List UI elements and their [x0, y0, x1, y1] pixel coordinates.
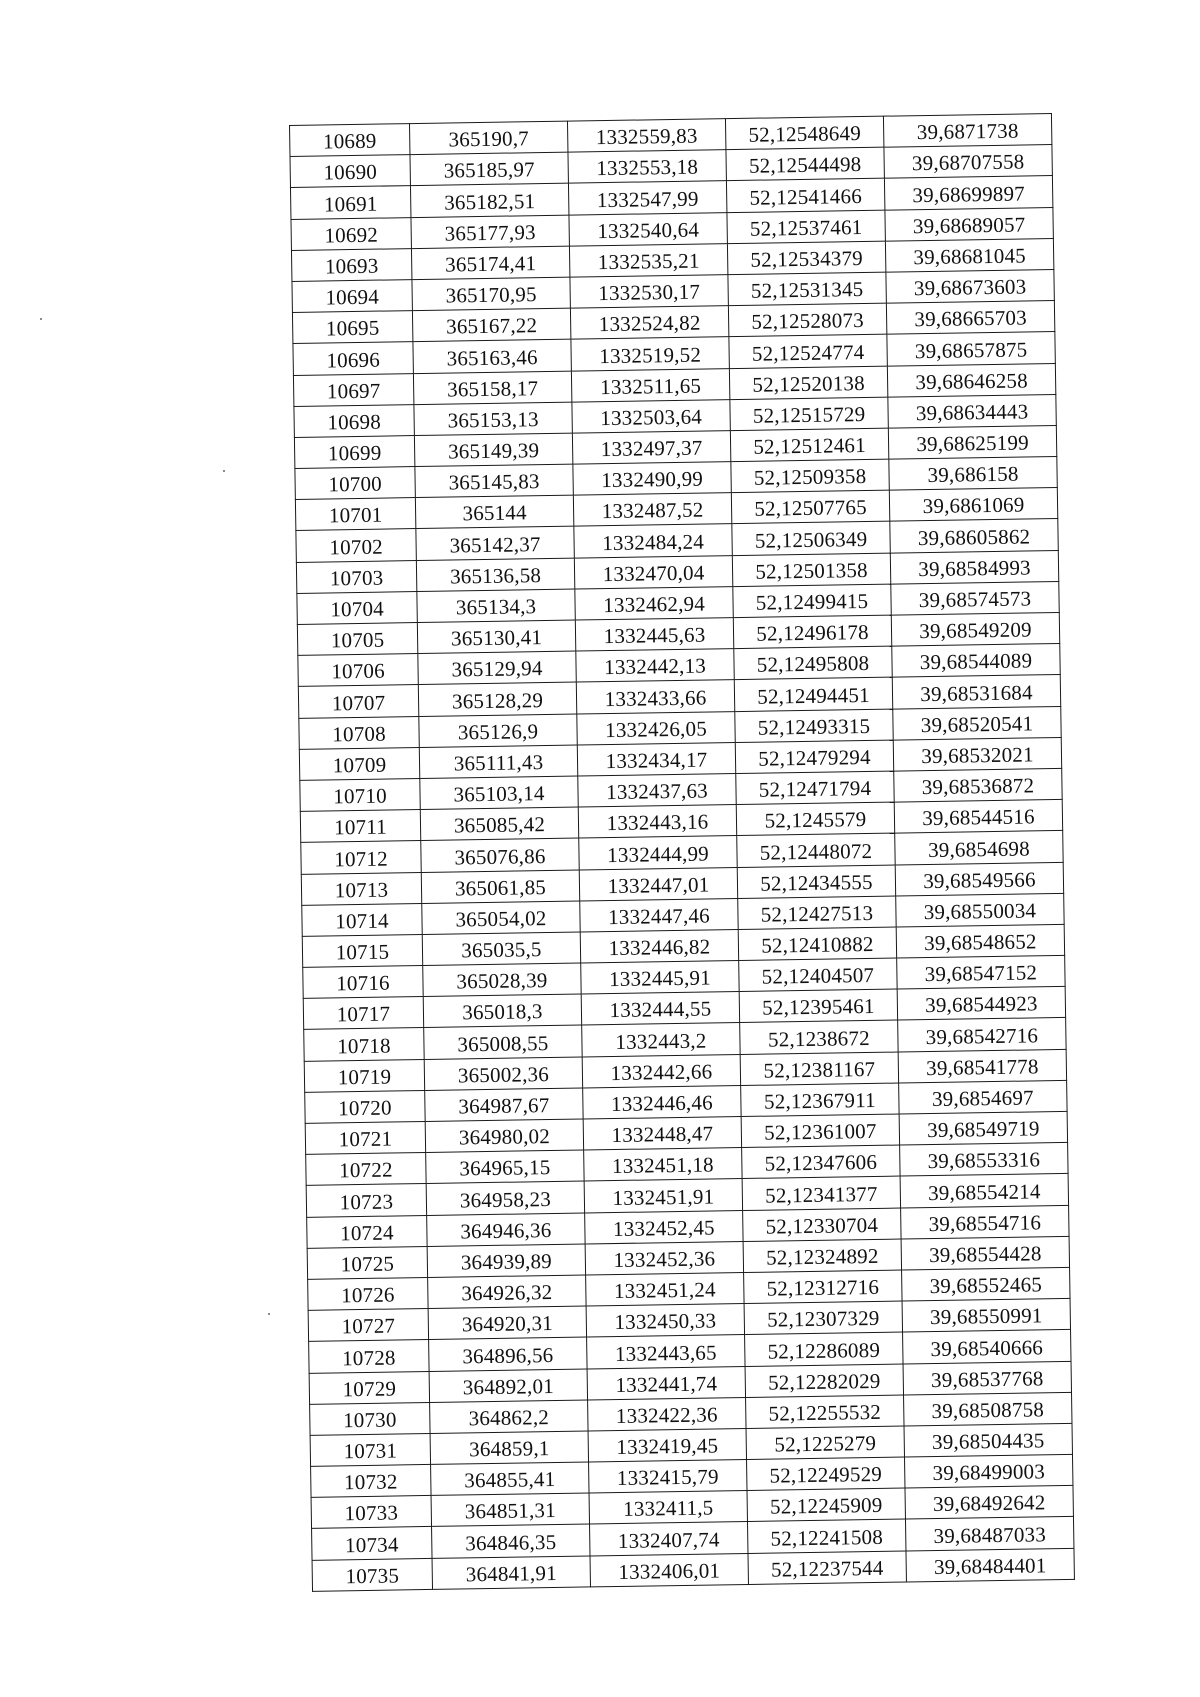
longitude-cell: 39,68542716 — [898, 1018, 1066, 1052]
point-number-cell: 10695 — [292, 311, 412, 344]
point-number-cell: 10710 — [300, 778, 420, 811]
x-coordinate-cell: 365103,14 — [420, 776, 578, 810]
latitude-cell: 52,12237544 — [748, 1551, 906, 1585]
scan-speck — [268, 1313, 270, 1315]
y-coordinate-cell: 1332519,52 — [571, 337, 729, 371]
latitude-cell: 52,12312716 — [744, 1270, 902, 1304]
x-coordinate-cell: 365145,83 — [415, 464, 573, 498]
point-number-cell: 10713 — [301, 872, 421, 905]
latitude-cell: 52,12512461 — [730, 428, 888, 462]
y-coordinate-cell: 1332484,24 — [574, 524, 732, 558]
x-coordinate-cell: 365177,93 — [411, 215, 569, 249]
point-number-cell: 10708 — [299, 716, 419, 749]
point-number-cell: 10689 — [290, 124, 410, 157]
x-coordinate-cell: 364939,89 — [427, 1244, 585, 1278]
latitude-cell: 52,12395461 — [739, 989, 897, 1023]
x-coordinate-cell: 364926,32 — [428, 1275, 586, 1309]
longitude-cell: 39,68549719 — [899, 1111, 1067, 1145]
latitude-cell: 52,12282029 — [745, 1364, 903, 1398]
longitude-cell: 39,68634443 — [888, 394, 1056, 428]
latitude-cell: 52,12495808 — [734, 646, 892, 680]
point-number-cell: 10703 — [296, 560, 416, 593]
y-coordinate-cell: 1332447,46 — [580, 898, 738, 932]
latitude-cell: 52,12548649 — [725, 116, 883, 150]
x-coordinate-cell: 365153,13 — [414, 402, 572, 436]
longitude-cell: 39,68689057 — [885, 207, 1053, 241]
point-number-cell: 10724 — [307, 1215, 427, 1248]
longitude-cell: 39,68657875 — [887, 332, 1055, 366]
longitude-cell: 39,68605862 — [890, 519, 1058, 553]
x-coordinate-cell: 364859,1 — [430, 1431, 588, 1465]
longitude-cell: 39,686158 — [889, 457, 1057, 491]
longitude-cell: 39,68554716 — [901, 1205, 1069, 1239]
longitude-cell: 39,68665703 — [886, 301, 1054, 335]
y-coordinate-cell: 1332406,01 — [590, 1553, 748, 1587]
latitude-cell: 52,12367911 — [741, 1083, 899, 1117]
x-coordinate-cell: 364958,23 — [426, 1181, 584, 1215]
latitude-cell: 52,12493315 — [735, 709, 893, 743]
latitude-cell: 52,12479294 — [735, 740, 893, 774]
latitude-cell: 52,12427513 — [738, 896, 896, 930]
latitude-cell: 52,12341377 — [742, 1176, 900, 1210]
x-coordinate-cell: 365008,55 — [424, 1025, 582, 1059]
latitude-cell: 52,12324892 — [743, 1239, 901, 1273]
x-coordinate-cell: 365134,3 — [417, 589, 575, 623]
latitude-cell: 52,1245579 — [736, 802, 894, 836]
latitude-cell: 52,12404507 — [739, 958, 897, 992]
longitude-cell: 39,68681045 — [885, 238, 1053, 272]
longitude-cell: 39,68520541 — [893, 706, 1061, 740]
y-coordinate-cell: 1332443,2 — [582, 1023, 740, 1057]
point-number-cell: 10722 — [306, 1153, 426, 1186]
x-coordinate-cell: 364987,67 — [425, 1088, 583, 1122]
latitude-cell: 52,12534379 — [727, 241, 885, 275]
x-coordinate-cell: 364920,31 — [428, 1306, 586, 1340]
longitude-cell: 39,68541778 — [898, 1049, 1066, 1083]
y-coordinate-cell: 1332559,83 — [567, 119, 725, 153]
latitude-cell: 52,12381167 — [740, 1052, 898, 1086]
latitude-cell: 52,12520138 — [729, 366, 887, 400]
latitude-cell: 52,12499415 — [733, 584, 891, 618]
latitude-cell: 52,12515729 — [730, 397, 888, 431]
point-number-cell: 10719 — [304, 1059, 424, 1092]
longitude-cell: 39,68504435 — [904, 1423, 1072, 1457]
point-number-cell: 10717 — [303, 997, 423, 1030]
x-coordinate-cell: 364965,15 — [426, 1150, 584, 1184]
x-coordinate-cell: 364862,2 — [430, 1400, 588, 1434]
point-number-cell: 10700 — [295, 467, 415, 500]
latitude-cell: 52,12524774 — [729, 334, 887, 368]
latitude-cell: 52,12496178 — [733, 615, 891, 649]
x-coordinate-cell: 365126,9 — [419, 714, 577, 748]
longitude-cell: 39,68584993 — [890, 550, 1058, 584]
x-coordinate-cell: 364846,35 — [432, 1524, 590, 1558]
y-coordinate-cell: 1332442,66 — [582, 1054, 740, 1088]
x-coordinate-cell: 365085,42 — [420, 807, 578, 841]
y-coordinate-cell: 1332446,46 — [583, 1085, 741, 1119]
x-coordinate-cell: 364851,31 — [431, 1493, 589, 1527]
point-number-cell: 10727 — [308, 1309, 428, 1342]
longitude-cell: 39,68625199 — [888, 425, 1056, 459]
y-coordinate-cell: 1332437,63 — [578, 774, 736, 808]
x-coordinate-cell: 365076,86 — [421, 838, 579, 872]
y-coordinate-cell: 1332411,5 — [589, 1491, 747, 1525]
latitude-cell: 52,12307329 — [744, 1301, 902, 1335]
longitude-cell: 39,68707558 — [884, 145, 1052, 179]
y-coordinate-cell: 1332511,65 — [571, 368, 729, 402]
y-coordinate-cell: 1332444,99 — [579, 836, 737, 870]
x-coordinate-cell: 365149,39 — [414, 433, 572, 467]
longitude-cell: 39,68547152 — [897, 955, 1065, 989]
y-coordinate-cell: 1332540,64 — [569, 212, 727, 246]
latitude-cell: 52,12471794 — [736, 771, 894, 805]
point-number-cell: 10726 — [308, 1277, 428, 1310]
latitude-cell: 52,12241508 — [747, 1519, 905, 1553]
point-number-cell: 10728 — [309, 1340, 429, 1373]
y-coordinate-cell: 1332553,18 — [568, 150, 726, 184]
latitude-cell: 52,12245909 — [747, 1488, 905, 1522]
scan-speck — [223, 470, 225, 472]
y-coordinate-cell: 1332470,04 — [574, 555, 732, 589]
y-coordinate-cell: 1332448,47 — [583, 1117, 741, 1151]
y-coordinate-cell: 1332441,74 — [587, 1366, 745, 1400]
y-coordinate-cell: 1332535,21 — [569, 243, 727, 277]
y-coordinate-cell: 1332445,91 — [581, 961, 739, 995]
latitude-cell: 52,12255532 — [746, 1395, 904, 1429]
point-number-cell: 10706 — [298, 654, 418, 687]
longitude-cell: 39,68499003 — [904, 1454, 1072, 1488]
longitude-cell: 39,68574573 — [891, 581, 1059, 615]
longitude-cell: 39,6871738 — [883, 114, 1051, 148]
point-number-cell: 10707 — [298, 685, 418, 718]
longitude-cell: 39,68554428 — [901, 1236, 1069, 1270]
x-coordinate-cell: 365054,02 — [422, 901, 580, 935]
y-coordinate-cell: 1332443,16 — [578, 805, 736, 839]
x-coordinate-cell: 365142,37 — [416, 527, 574, 561]
x-coordinate-cell: 365163,46 — [413, 339, 571, 373]
x-coordinate-cell: 364892,01 — [429, 1368, 587, 1402]
x-coordinate-cell: 364980,02 — [425, 1119, 583, 1153]
longitude-cell: 39,68492642 — [905, 1486, 1073, 1520]
x-coordinate-cell: 365167,22 — [412, 308, 570, 342]
point-number-cell: 10692 — [291, 217, 411, 250]
point-number-cell: 10729 — [309, 1371, 429, 1404]
longitude-cell: 39,6854697 — [899, 1080, 1067, 1114]
x-coordinate-cell: 365129,94 — [418, 651, 576, 685]
y-coordinate-cell: 1332462,94 — [575, 586, 733, 620]
latitude-cell: 52,12347606 — [742, 1145, 900, 1179]
y-coordinate-cell: 1332487,52 — [573, 493, 731, 527]
longitude-cell: 39,68531684 — [892, 675, 1060, 709]
latitude-cell: 52,12448072 — [737, 833, 895, 867]
longitude-cell: 39,6861069 — [889, 488, 1057, 522]
x-coordinate-cell: 365002,36 — [424, 1057, 582, 1091]
x-coordinate-cell: 364841,91 — [432, 1556, 590, 1590]
latitude-cell: 52,12501358 — [732, 553, 890, 587]
y-coordinate-cell: 1332407,74 — [590, 1522, 748, 1556]
point-number-cell: 10720 — [305, 1090, 425, 1123]
y-coordinate-cell: 1332445,63 — [575, 618, 733, 652]
longitude-cell: 39,68537768 — [903, 1361, 1071, 1395]
point-number-cell: 10701 — [295, 498, 415, 531]
longitude-cell: 39,68544923 — [897, 987, 1065, 1021]
point-number-cell: 10693 — [291, 248, 411, 281]
y-coordinate-cell: 1332444,55 — [581, 992, 739, 1026]
point-number-cell: 10725 — [307, 1246, 427, 1279]
y-coordinate-cell: 1332450,33 — [586, 1304, 744, 1338]
x-coordinate-cell: 364896,56 — [429, 1337, 587, 1371]
point-number-cell: 10712 — [301, 841, 421, 874]
y-coordinate-cell: 1332524,82 — [570, 306, 728, 340]
x-coordinate-cell: 365130,41 — [417, 620, 575, 654]
x-coordinate-cell: 365061,85 — [421, 870, 579, 904]
longitude-cell: 39,68673603 — [886, 269, 1054, 303]
longitude-cell: 39,68540666 — [903, 1330, 1071, 1364]
point-number-cell: 10697 — [293, 373, 413, 406]
point-number-cell: 10718 — [304, 1028, 424, 1061]
latitude-cell: 52,12494451 — [734, 677, 892, 711]
y-coordinate-cell: 1332415,79 — [589, 1460, 747, 1494]
x-coordinate-cell: 365158,17 — [413, 371, 571, 405]
x-coordinate-cell: 365035,5 — [422, 932, 580, 966]
x-coordinate-cell: 365185,97 — [410, 152, 568, 186]
longitude-cell: 39,68554214 — [900, 1174, 1068, 1208]
latitude-cell: 52,12434555 — [737, 865, 895, 899]
point-number-cell: 10699 — [294, 435, 414, 468]
y-coordinate-cell: 1332451,91 — [584, 1179, 742, 1213]
longitude-cell: 39,68532021 — [893, 737, 1061, 771]
y-coordinate-cell: 1332451,24 — [586, 1272, 744, 1306]
point-number-cell: 10731 — [310, 1433, 430, 1466]
latitude-cell: 52,1225279 — [746, 1426, 904, 1460]
longitude-cell: 39,6854698 — [895, 831, 1063, 865]
point-number-cell: 10733 — [311, 1496, 431, 1529]
scan-speck — [40, 318, 42, 320]
point-number-cell: 10702 — [296, 529, 416, 562]
coordinates-table — [289, 113, 1075, 1592]
point-number-cell: 10690 — [290, 155, 410, 188]
y-coordinate-cell: 1332433,66 — [576, 680, 734, 714]
y-coordinate-cell: 1332434,17 — [577, 742, 735, 776]
longitude-cell: 39,68544089 — [892, 644, 1060, 678]
x-coordinate-cell: 365170,95 — [412, 277, 570, 311]
longitude-cell: 39,68487033 — [905, 1517, 1073, 1551]
longitude-cell: 39,68553316 — [900, 1143, 1068, 1177]
latitude-cell: 52,12531345 — [728, 272, 886, 306]
x-coordinate-cell: 365144 — [415, 495, 573, 529]
latitude-cell: 52,12286089 — [745, 1332, 903, 1366]
point-number-cell: 10735 — [312, 1558, 432, 1591]
point-number-cell: 10694 — [292, 280, 412, 313]
y-coordinate-cell: 1332503,64 — [572, 399, 730, 433]
point-number-cell: 10714 — [302, 903, 422, 936]
point-number-cell: 10715 — [302, 934, 422, 967]
longitude-cell: 39,68508758 — [904, 1392, 1072, 1426]
latitude-cell: 52,12528073 — [728, 303, 886, 337]
longitude-cell: 39,68548652 — [896, 924, 1064, 958]
x-coordinate-cell: 364855,41 — [431, 1462, 589, 1496]
point-number-cell: 10730 — [310, 1402, 430, 1435]
y-coordinate-cell: 1332419,45 — [588, 1428, 746, 1462]
point-number-cell: 10721 — [305, 1121, 425, 1154]
latitude-cell: 52,12507765 — [731, 490, 889, 524]
longitude-cell: 39,68646258 — [887, 363, 1055, 397]
point-number-cell: 10723 — [306, 1184, 426, 1217]
y-coordinate-cell: 1332443,65 — [587, 1335, 745, 1369]
point-number-cell: 10705 — [297, 623, 417, 656]
latitude-cell: 52,12509358 — [731, 459, 889, 493]
latitude-cell: 52,12249529 — [747, 1457, 905, 1491]
latitude-cell: 52,1238672 — [740, 1020, 898, 1054]
latitude-cell: 52,12330704 — [743, 1208, 901, 1242]
point-number-cell: 10698 — [294, 404, 414, 437]
y-coordinate-cell: 1332446,82 — [580, 929, 738, 963]
x-coordinate-cell: 365136,58 — [416, 558, 574, 592]
latitude-cell: 52,12537461 — [727, 210, 885, 244]
x-coordinate-cell: 364946,36 — [427, 1213, 585, 1247]
point-number-cell: 10704 — [297, 591, 417, 624]
x-coordinate-cell: 365018,3 — [423, 994, 581, 1028]
y-coordinate-cell: 1332490,99 — [573, 462, 731, 496]
y-coordinate-cell: 1332452,45 — [585, 1210, 743, 1244]
y-coordinate-cell: 1332447,01 — [579, 867, 737, 901]
latitude-cell: 52,12506349 — [732, 522, 890, 556]
latitude-cell: 52,12544498 — [726, 147, 884, 181]
y-coordinate-cell: 1332497,37 — [572, 430, 730, 464]
x-coordinate-cell: 365111,43 — [419, 745, 577, 779]
point-number-cell: 10732 — [311, 1465, 431, 1498]
latitude-cell: 52,12541466 — [726, 179, 884, 213]
longitude-cell: 39,68550034 — [896, 893, 1064, 927]
coordinates-table-body — [290, 114, 1075, 1592]
point-number-cell: 10716 — [303, 966, 423, 999]
y-coordinate-cell: 1332547,99 — [568, 181, 726, 215]
x-coordinate-cell: 365182,51 — [410, 183, 568, 217]
x-coordinate-cell: 365174,41 — [411, 246, 569, 280]
longitude-cell: 39,68536872 — [894, 768, 1062, 802]
latitude-cell: 52,12410882 — [738, 927, 896, 961]
y-coordinate-cell: 1332530,17 — [570, 275, 728, 309]
y-coordinate-cell: 1332452,36 — [585, 1241, 743, 1275]
point-number-cell: 10734 — [312, 1527, 432, 1560]
latitude-cell: 52,12361007 — [741, 1114, 899, 1148]
longitude-cell: 39,68699897 — [884, 176, 1052, 210]
point-number-cell: 10709 — [299, 747, 419, 780]
x-coordinate-cell: 365190,7 — [409, 121, 567, 155]
y-coordinate-cell: 1332451,18 — [584, 1148, 742, 1182]
point-number-cell: 10691 — [290, 186, 410, 219]
longitude-cell: 39,68549209 — [891, 612, 1059, 646]
x-coordinate-cell: 365028,39 — [423, 963, 581, 997]
longitude-cell: 39,68544516 — [894, 800, 1062, 834]
y-coordinate-cell: 1332426,05 — [577, 711, 735, 745]
longitude-cell: 39,68552465 — [902, 1267, 1070, 1301]
point-number-cell: 10696 — [293, 342, 413, 375]
y-coordinate-cell: 1332442,13 — [576, 649, 734, 683]
longitude-cell: 39,68484401 — [906, 1548, 1074, 1582]
x-coordinate-cell: 365128,29 — [418, 682, 576, 716]
y-coordinate-cell: 1332422,36 — [588, 1397, 746, 1431]
longitude-cell: 39,68550991 — [902, 1299, 1070, 1333]
longitude-cell: 39,68549566 — [895, 862, 1063, 896]
point-number-cell: 10711 — [300, 810, 420, 843]
